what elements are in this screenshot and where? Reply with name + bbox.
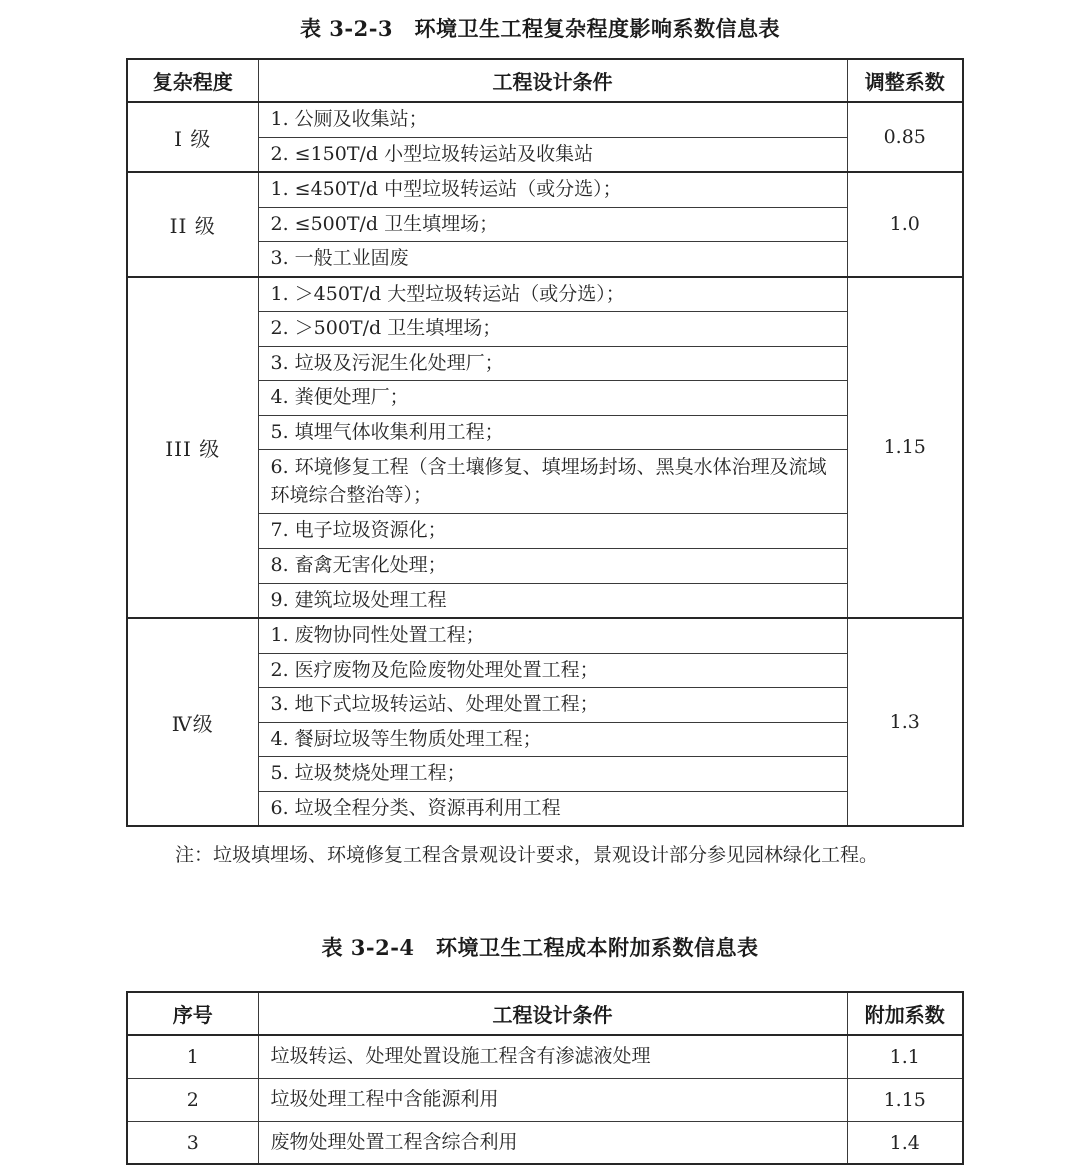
condition-cell: 5. 垃圾焚烧处理工程；	[258, 757, 847, 792]
header-row	[127, 992, 963, 1035]
condition-cell: 8. 畜禽无害化处理；	[258, 549, 847, 584]
condition-cell: 6. 环境修复工程（含土壤修复、填埋场封场、黑臭水体治理及流域环境综合整治等）；	[258, 450, 847, 514]
table-3-2-3-title: 表 3-2-3 环境卫生工程复杂程度影响系数信息表	[299, 16, 781, 41]
condition-cell: 4. 粪便处理厂；	[258, 381, 847, 416]
level-cell-2: II 级	[127, 172, 258, 277]
condition-cell: 5. 填埋气体收集利用工程；	[258, 415, 847, 450]
cost-surcharge-table	[126, 991, 964, 1165]
condition-cell: 2. ＞500T/d 卫生填埋场；	[258, 312, 847, 347]
header-row	[127, 59, 963, 102]
condition-cell: 3. 地下式垃圾转运站、处理处置工程；	[258, 688, 847, 723]
table-row	[127, 618, 963, 653]
coefficient-cell-3: 1.15	[847, 277, 963, 618]
condition-cell: 2. ≤500T/d 卫生填埋场；	[258, 207, 847, 242]
condition-cell: 9. 建筑垃圾处理工程	[258, 583, 847, 618]
condition-cell: 1. ≤450T/d 中型垃圾转运站（或分选）；	[258, 172, 847, 207]
condition-cell: 2. 医疗废物及危险废物处理处置工程；	[258, 653, 847, 688]
coefficient-cell: 1.1	[847, 1035, 963, 1078]
level-cell-1: I 级	[127, 102, 258, 172]
header-design-conditions: 工程设计条件	[258, 992, 847, 1035]
table-note: 注：垃圾填埋场、环境修复工程含景观设计要求，景观设计部分参见园林绿化工程。	[175, 844, 879, 867]
coefficient-cell: 1.4	[847, 1121, 963, 1164]
condition-cell: 1. 废物协同性处置工程；	[258, 618, 847, 653]
serial-cell: 3	[127, 1121, 258, 1164]
level-cell-3: III 级	[127, 277, 258, 618]
table-row	[127, 1078, 963, 1121]
table-row	[127, 277, 963, 312]
serial-cell: 1	[127, 1035, 258, 1078]
header-complexity-level: 复杂程度	[127, 59, 258, 102]
serial-cell: 2	[127, 1078, 258, 1121]
condition-cell: 1. ＞450T/d 大型垃圾转运站（或分选）；	[258, 277, 847, 312]
condition-cell: 垃圾转运、处理处置设施工程含有渗滤液处理	[258, 1035, 847, 1078]
table-3-2-4-title: 表 3-2-4 环境卫生工程成本附加系数信息表	[321, 935, 759, 961]
header-additional-coefficient: 附加系数	[847, 992, 963, 1035]
condition-cell: 7. 电子垃圾资源化；	[258, 514, 847, 549]
header-design-conditions: 工程设计条件	[258, 59, 847, 102]
condition-cell: 垃圾处理工程中含能源利用	[258, 1078, 847, 1121]
coefficient-cell-2: 1.0	[847, 172, 963, 277]
level-cell-4: Ⅳ级	[127, 618, 258, 826]
condition-cell: 1. 公厕及收集站；	[258, 102, 847, 137]
condition-cell: 4. 餐厨垃圾等生物质处理工程；	[258, 722, 847, 757]
condition-cell: 废物处理处置工程含综合利用	[258, 1121, 847, 1164]
table-row	[127, 1035, 963, 1078]
condition-cell: 2. ≤150T/d 小型垃圾转运站及收集站	[258, 137, 847, 172]
table-row	[127, 172, 963, 207]
header-adjustment-coefficient: 调整系数	[847, 59, 963, 102]
condition-cell: 6. 垃圾全程分类、资源再利用工程	[258, 791, 847, 826]
complexity-coefficient-table	[126, 58, 964, 827]
condition-cell: 3. 一般工业固废	[258, 242, 847, 277]
condition-cell: 3. 垃圾及污泥生化处理厂；	[258, 346, 847, 381]
table-row	[127, 102, 963, 137]
header-serial-number: 序号	[127, 992, 258, 1035]
coefficient-cell: 1.15	[847, 1078, 963, 1121]
coefficient-cell-4: 1.3	[847, 618, 963, 826]
coefficient-cell-1: 0.85	[847, 102, 963, 172]
